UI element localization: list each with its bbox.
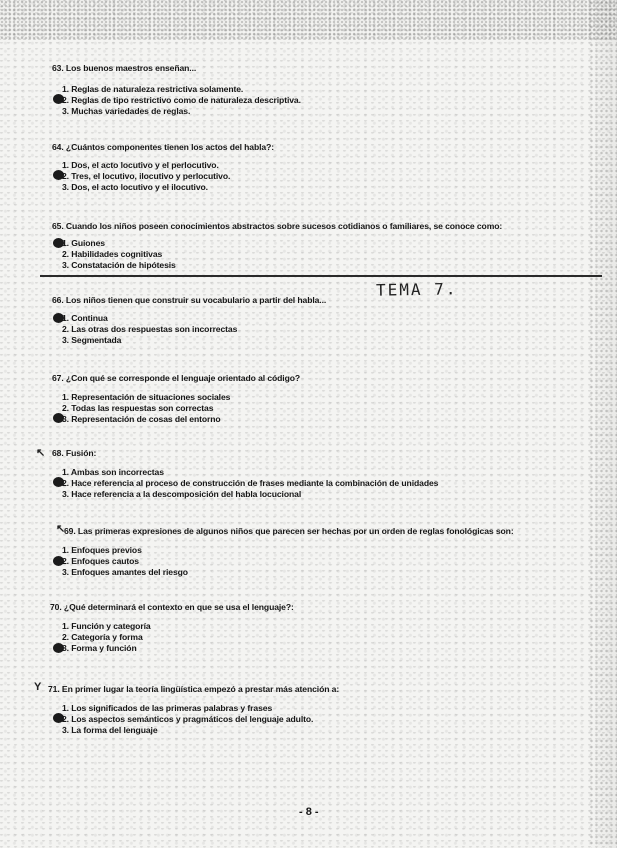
scan-noise-right: [589, 0, 617, 848]
question-67-option-1: 1. Representación de situaciones sociales: [62, 392, 231, 402]
question-64-option-3: 3. Dos, el acto locutivo y el ilocutivo.: [62, 182, 208, 192]
question-71-option-3: 3. La forma del lenguaje: [62, 725, 158, 735]
page-number: - 8 -: [299, 806, 319, 818]
question-68-option-1: 1. Ambas son incorrectas: [62, 467, 164, 477]
question-64-option-1: 1. Dos, el acto locutivo y el perlocutivo.: [62, 160, 219, 170]
question-71-option-2: 2. Los aspectos semánticos y pragmáticos del lenguaje adulto.: [62, 714, 314, 724]
question-63-option-3: 3. Muchas variedades de reglas.: [62, 106, 191, 116]
question-66-option-3: 3. Segmentada: [62, 335, 122, 345]
question-70-option-2: 2. Categoría y forma: [62, 632, 143, 642]
question-68-option-2: 2. Hace referencia al proceso de construcción de frases mediante la combinación de unidades: [62, 478, 439, 488]
question-66-option-2: 2. Las otras dos respuestas son incorrectas: [62, 324, 238, 334]
question-63-option-1: 1. Reglas de naturaleza restrictiva solamente.: [62, 84, 244, 94]
question-67-stem: 67. ¿Con qué se corresponde el lenguaje orientado al código?: [52, 373, 301, 383]
question-70-option-1: 1. Función y categoría: [62, 621, 151, 631]
scan-noise-top: [0, 0, 617, 40]
margin-tick-69: ↖: [56, 523, 66, 535]
question-65-option-2: 2. Habilidades cognitivas: [62, 249, 163, 259]
question-64-stem: 64. ¿Cuántos componentes tienen los actos del habla?:: [52, 142, 274, 152]
question-67-option-3: 3. Representación de cosas del entorno: [62, 414, 221, 424]
question-65-option-1: 1. Guiones: [62, 238, 105, 248]
question-63-stem: 63. Los buenos maestros enseñan...: [52, 63, 197, 73]
question-68-stem: 68. Fusión:: [52, 448, 97, 458]
question-67-option-2: 2. Todas las respuestas son correctas: [62, 403, 214, 413]
question-70-stem: 70. ¿Qué determinará el contexto en que se usa el lenguaje?:: [50, 602, 294, 612]
question-69-option-1: 1. Enfoques previos: [62, 545, 142, 555]
question-69-stem: 69. Las primeras expresiones de algunos niños que parecen ser hechas por un orden de reglas fonológicas son:: [64, 526, 514, 536]
question-70-option-3: 3. Forma y función: [62, 643, 137, 653]
question-63-option-2: 2. Reglas de tipo restrictivo como de naturaleza descriptiva.: [62, 95, 301, 105]
question-71-stem: 71. En primer lugar la teoría lingüística empezó a prestar más atención a:: [48, 684, 340, 694]
question-65-stem: 65. Cuando los niños poseen conocimientos abstractos sobre sucesos cotidianos o familiares, se conoce como:: [52, 221, 503, 231]
question-66-stem: 66. Los niños tienen que construir su vocabulario a partir del habla...: [52, 295, 327, 305]
question-68-option-3: 3. Hace referencia a la descomposición del habla locucional: [62, 489, 302, 499]
handwritten-topic-note: TEMA 7.: [375, 279, 458, 300]
question-69-option-2: 2. Enfoques cautos: [62, 556, 139, 566]
question-69-option-3: 3. Enfoques amantes del riesgo: [62, 567, 188, 577]
margin-tick-68: ↖: [36, 447, 46, 459]
question-64-option-2: 2. Tres, el locutivo, ilocutivo y perlocutivo.: [62, 171, 231, 181]
question-65-option-3: 3. Constatación de hipótesis: [62, 260, 176, 270]
question-66-option-1: 1. Continua: [62, 313, 108, 323]
section-divider: [40, 275, 602, 277]
question-71-option-1: 1. Los significados de las primeras palabras y frases: [62, 703, 273, 713]
margin-tick-71: Y: [34, 681, 42, 693]
